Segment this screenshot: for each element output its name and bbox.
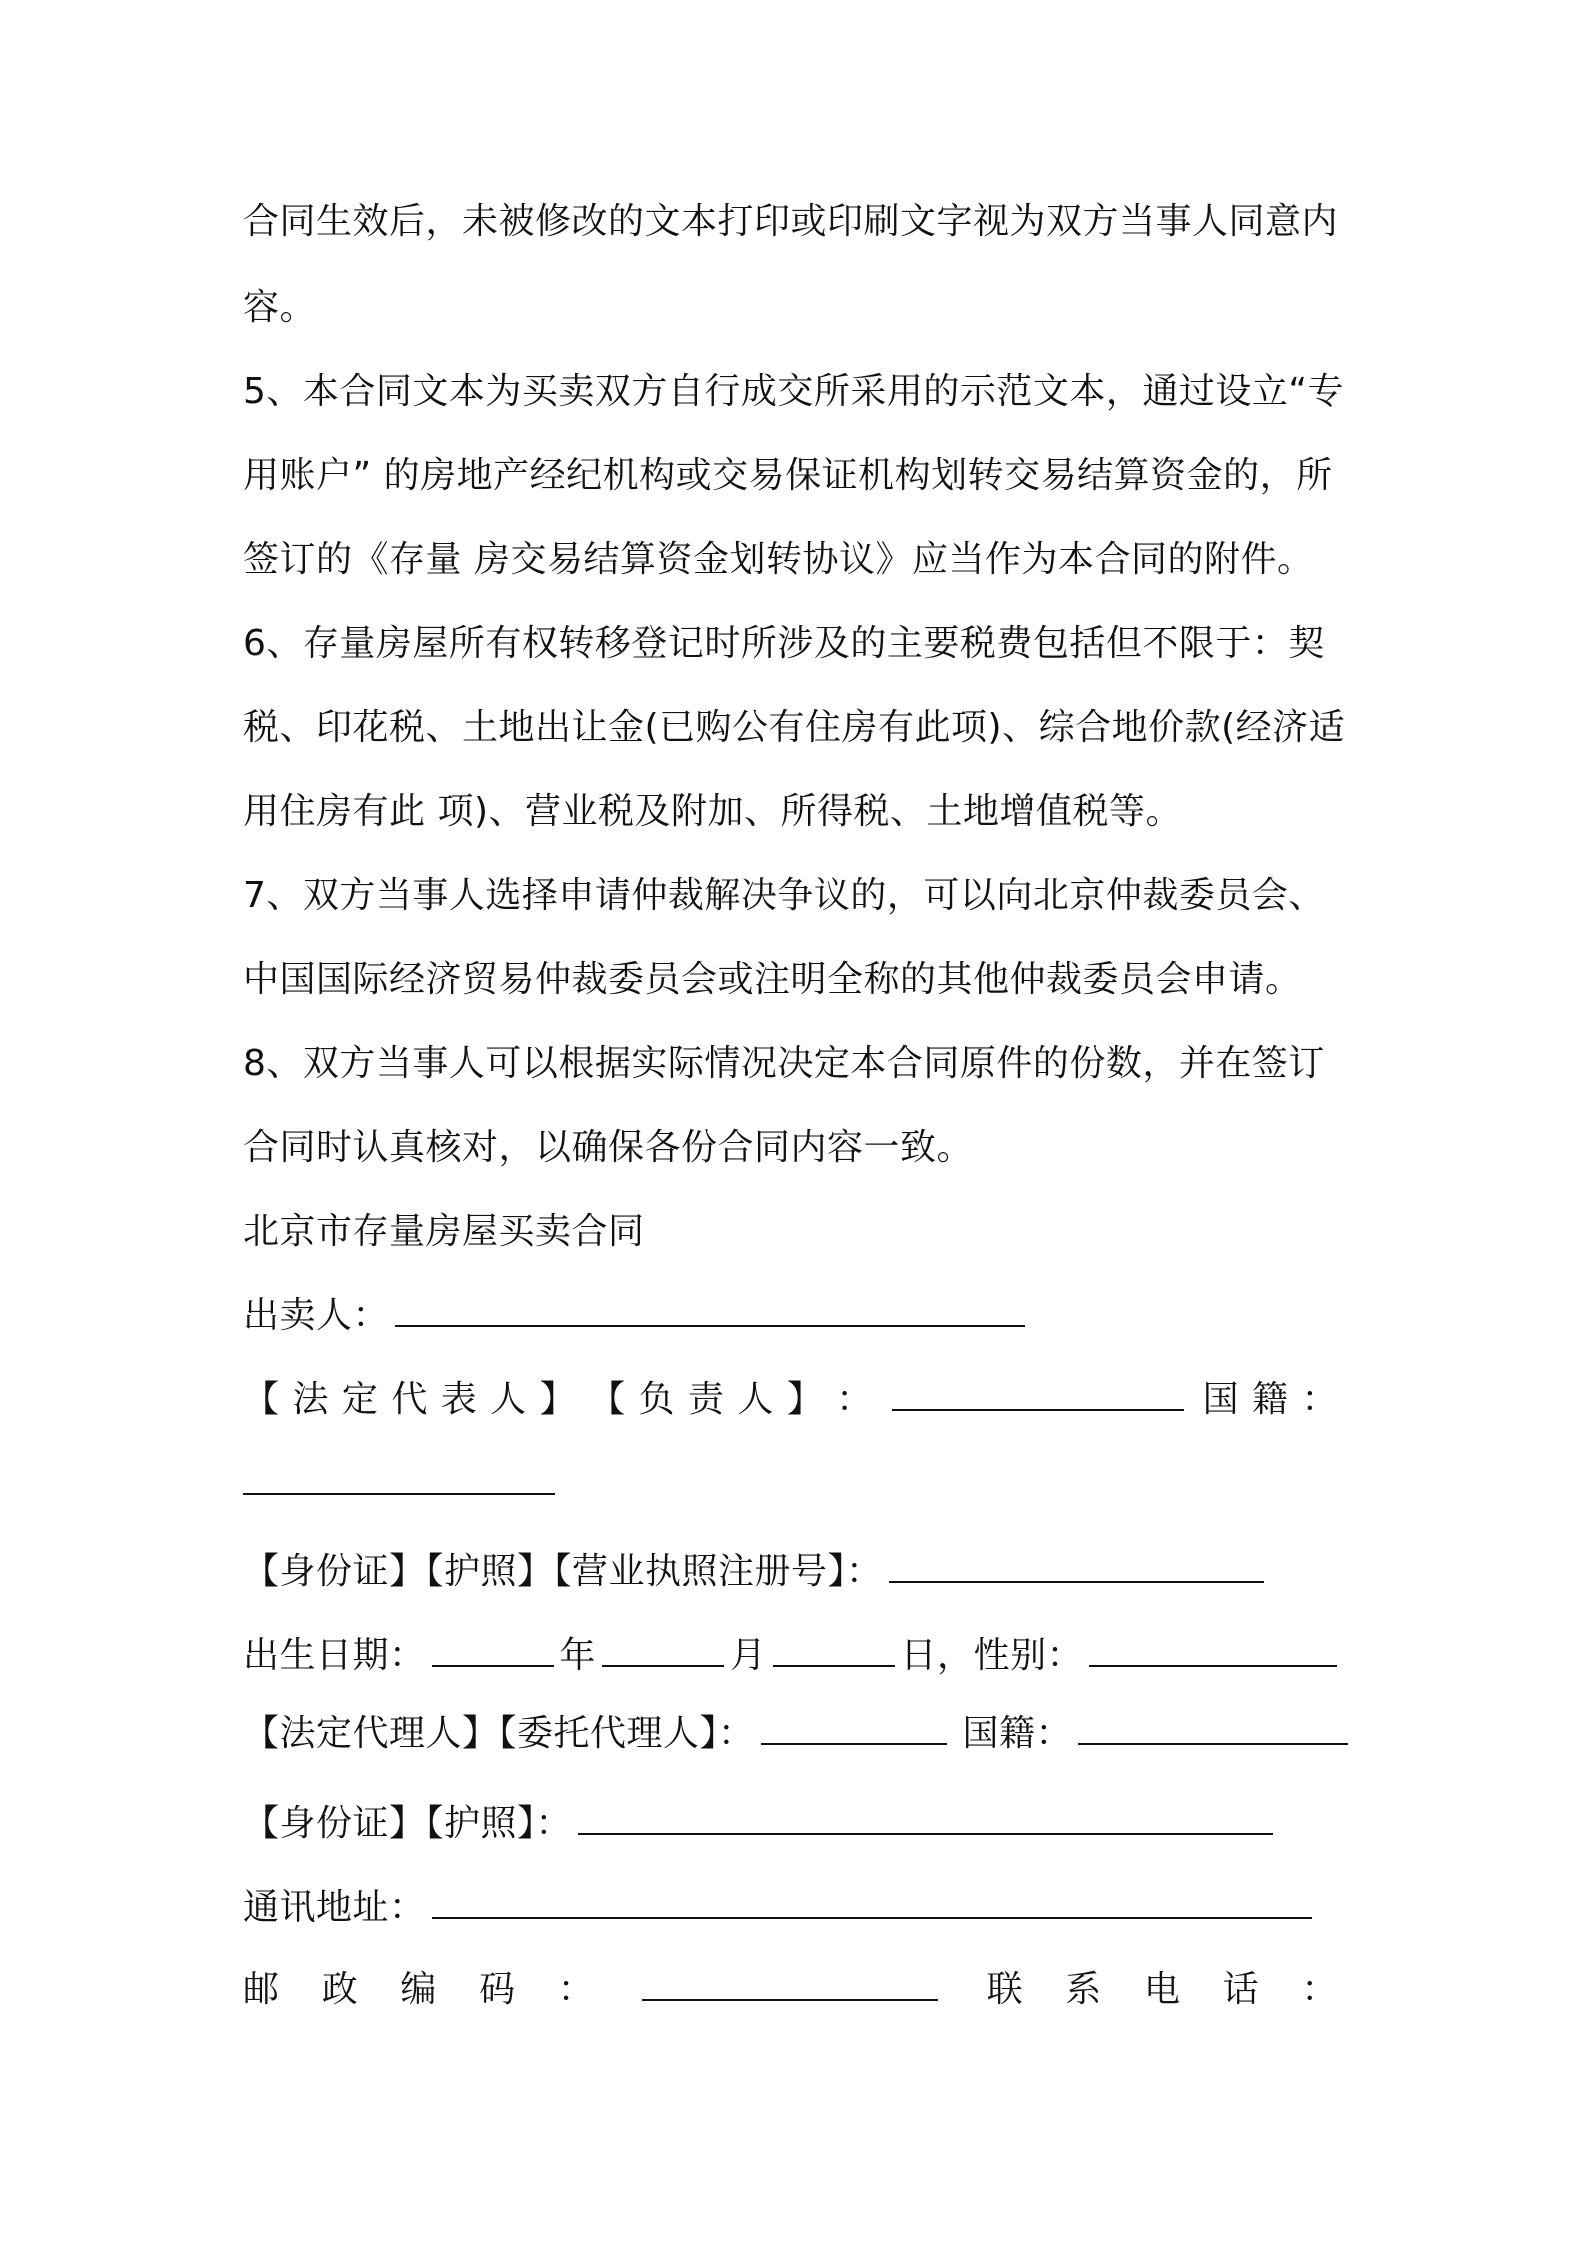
- paragraph-6-line-3: 用住房有此 项)、营业税及附加、所得税、土地增值税等。: [243, 791, 1182, 832]
- nationality-blank-row: [243, 1460, 1363, 1508]
- legal-rep-char: 】: [539, 1379, 577, 1420]
- phone-char: 联: [986, 1969, 1024, 2010]
- seller-label: 出卖人：: [243, 1295, 390, 1336]
- phone-char: ：: [1301, 1969, 1338, 2010]
- paragraph-7-line-2: 中国国际经济贸易仲裁委员会或注明全称的其他仲裁委员会申请。: [243, 959, 1302, 1000]
- nationality-blank[interactable]: [243, 1463, 555, 1495]
- paragraph-8-line-2: 合同时认真核对，以确保各份合同内容一致。: [243, 1127, 974, 1168]
- address-label: 通讯地址：: [243, 1887, 426, 1928]
- agent-id-blank[interactable]: [578, 1803, 1273, 1835]
- legal-rep-char: 表: [440, 1379, 478, 1420]
- paragraph-5-line-2: 用账户” 的房地产经纪机构或交易保证机构划转交易结算资金的，所: [243, 455, 1333, 496]
- address-blank[interactable]: [432, 1887, 1312, 1919]
- postal-char: 政: [321, 1969, 359, 2010]
- agent-id-row: [243, 1800, 1363, 1848]
- nationality-char: 国: [1202, 1379, 1240, 1420]
- address-row: [243, 1884, 1363, 1932]
- legal-rep-char: 责: [687, 1379, 725, 1420]
- birth-month-blank[interactable]: [602, 1635, 724, 1667]
- legal-rep-char: 法: [292, 1379, 329, 1420]
- id-license-row: [243, 1548, 1363, 1596]
- paragraph-5-line-1: 5、本合同文本为买卖双方自行成交所采用的示范文本，通过设立“专: [243, 371, 1345, 412]
- paragraph-6-line-2: 税、印花税、土地出让金(已购公有住房有此项)、综合地价款(经济适: [243, 707, 1346, 748]
- phone-char: 电: [1143, 1969, 1181, 2010]
- id-license-label: 【身份证】【护照】【营业执照注册号】：: [243, 1551, 883, 1592]
- nationality-char: 籍: [1252, 1379, 1289, 1420]
- birth-gender-row: [243, 1632, 1363, 1680]
- postal-char: ：: [557, 1969, 595, 2010]
- id-license-blank[interactable]: [889, 1551, 1264, 1583]
- legal-rep-char: 定: [341, 1379, 379, 1420]
- legal-rep-char: 】: [786, 1379, 824, 1420]
- birth-year-blank[interactable]: [432, 1635, 554, 1667]
- paragraph-5-line-3: 签订的《存量 房交易结算资金划转协议》应当作为本合同的附件。: [243, 539, 1314, 580]
- month-label: 月: [730, 1635, 767, 1676]
- paragraph-4-line-2: 容。: [243, 287, 317, 328]
- gender-label: 性别：: [973, 1635, 1084, 1676]
- postal-phone-spread: [243, 1966, 1338, 2014]
- agent-blank[interactable]: [761, 1713, 947, 1745]
- seller-row: [243, 1292, 1363, 1340]
- day-label: 日，: [900, 1635, 974, 1676]
- legal-rep-char: ：: [836, 1379, 873, 1420]
- birth-label: 出生日期：: [243, 1635, 426, 1676]
- legal-rep-char: 负: [638, 1379, 676, 1420]
- legal-rep-char: 人: [490, 1379, 527, 1420]
- postal-char: 邮: [243, 1969, 280, 2010]
- postal-char: 编: [400, 1969, 437, 2010]
- contract-title: 北京市存量房屋买卖合同: [243, 1211, 645, 1252]
- phone-char: 系: [1065, 1969, 1102, 2010]
- legal-rep-char: 人: [737, 1379, 774, 1420]
- postal-blank[interactable]: [642, 1969, 938, 2001]
- legal-rep-char: 【: [589, 1379, 626, 1420]
- year-label: 年: [559, 1635, 597, 1676]
- seller-blank[interactable]: [395, 1295, 1025, 1327]
- paragraph-4-line-1: 合同生效后，未被修改的文本打印或印刷文字视为双方当事人同意内: [243, 201, 1339, 242]
- legal-rep-row: [243, 1376, 1363, 1424]
- legal-rep-char: 代: [391, 1379, 428, 1420]
- agent-nationality-blank[interactable]: [1078, 1713, 1348, 1745]
- phone-char: 话: [1222, 1969, 1260, 2010]
- legal-rep-char: 【: [243, 1379, 280, 1420]
- agent-id-label: 【身份证】【护照】：: [243, 1803, 573, 1844]
- agent-label: 【法定代理人】【委托代理人】：: [243, 1713, 755, 1754]
- nationality-char: ：: [1301, 1379, 1338, 1420]
- legal-rep-blank[interactable]: [892, 1379, 1184, 1411]
- paragraph-8-line-1: 8、双方当事人可以根据实际情况决定本合同原件的份数，并在签订: [243, 1043, 1325, 1084]
- agent-nationality-label: 国籍：: [962, 1713, 1073, 1754]
- agent-row: [243, 1710, 1363, 1758]
- paragraph-6-line-1: 6、存量房屋所有权转移登记时所涉及的主要税费包括但不限于：契: [243, 623, 1325, 664]
- legal-rep-spread: [243, 1376, 1338, 1424]
- postal-phone-row: [243, 1966, 1363, 2014]
- postal-char: 码: [479, 1969, 516, 2010]
- birth-day-blank[interactable]: [773, 1635, 895, 1667]
- gender-blank[interactable]: [1089, 1635, 1337, 1667]
- paragraph-7-line-1: 7、双方当事人选择申请仲裁解决争议的，可以向北京仲裁委员会、: [243, 875, 1325, 916]
